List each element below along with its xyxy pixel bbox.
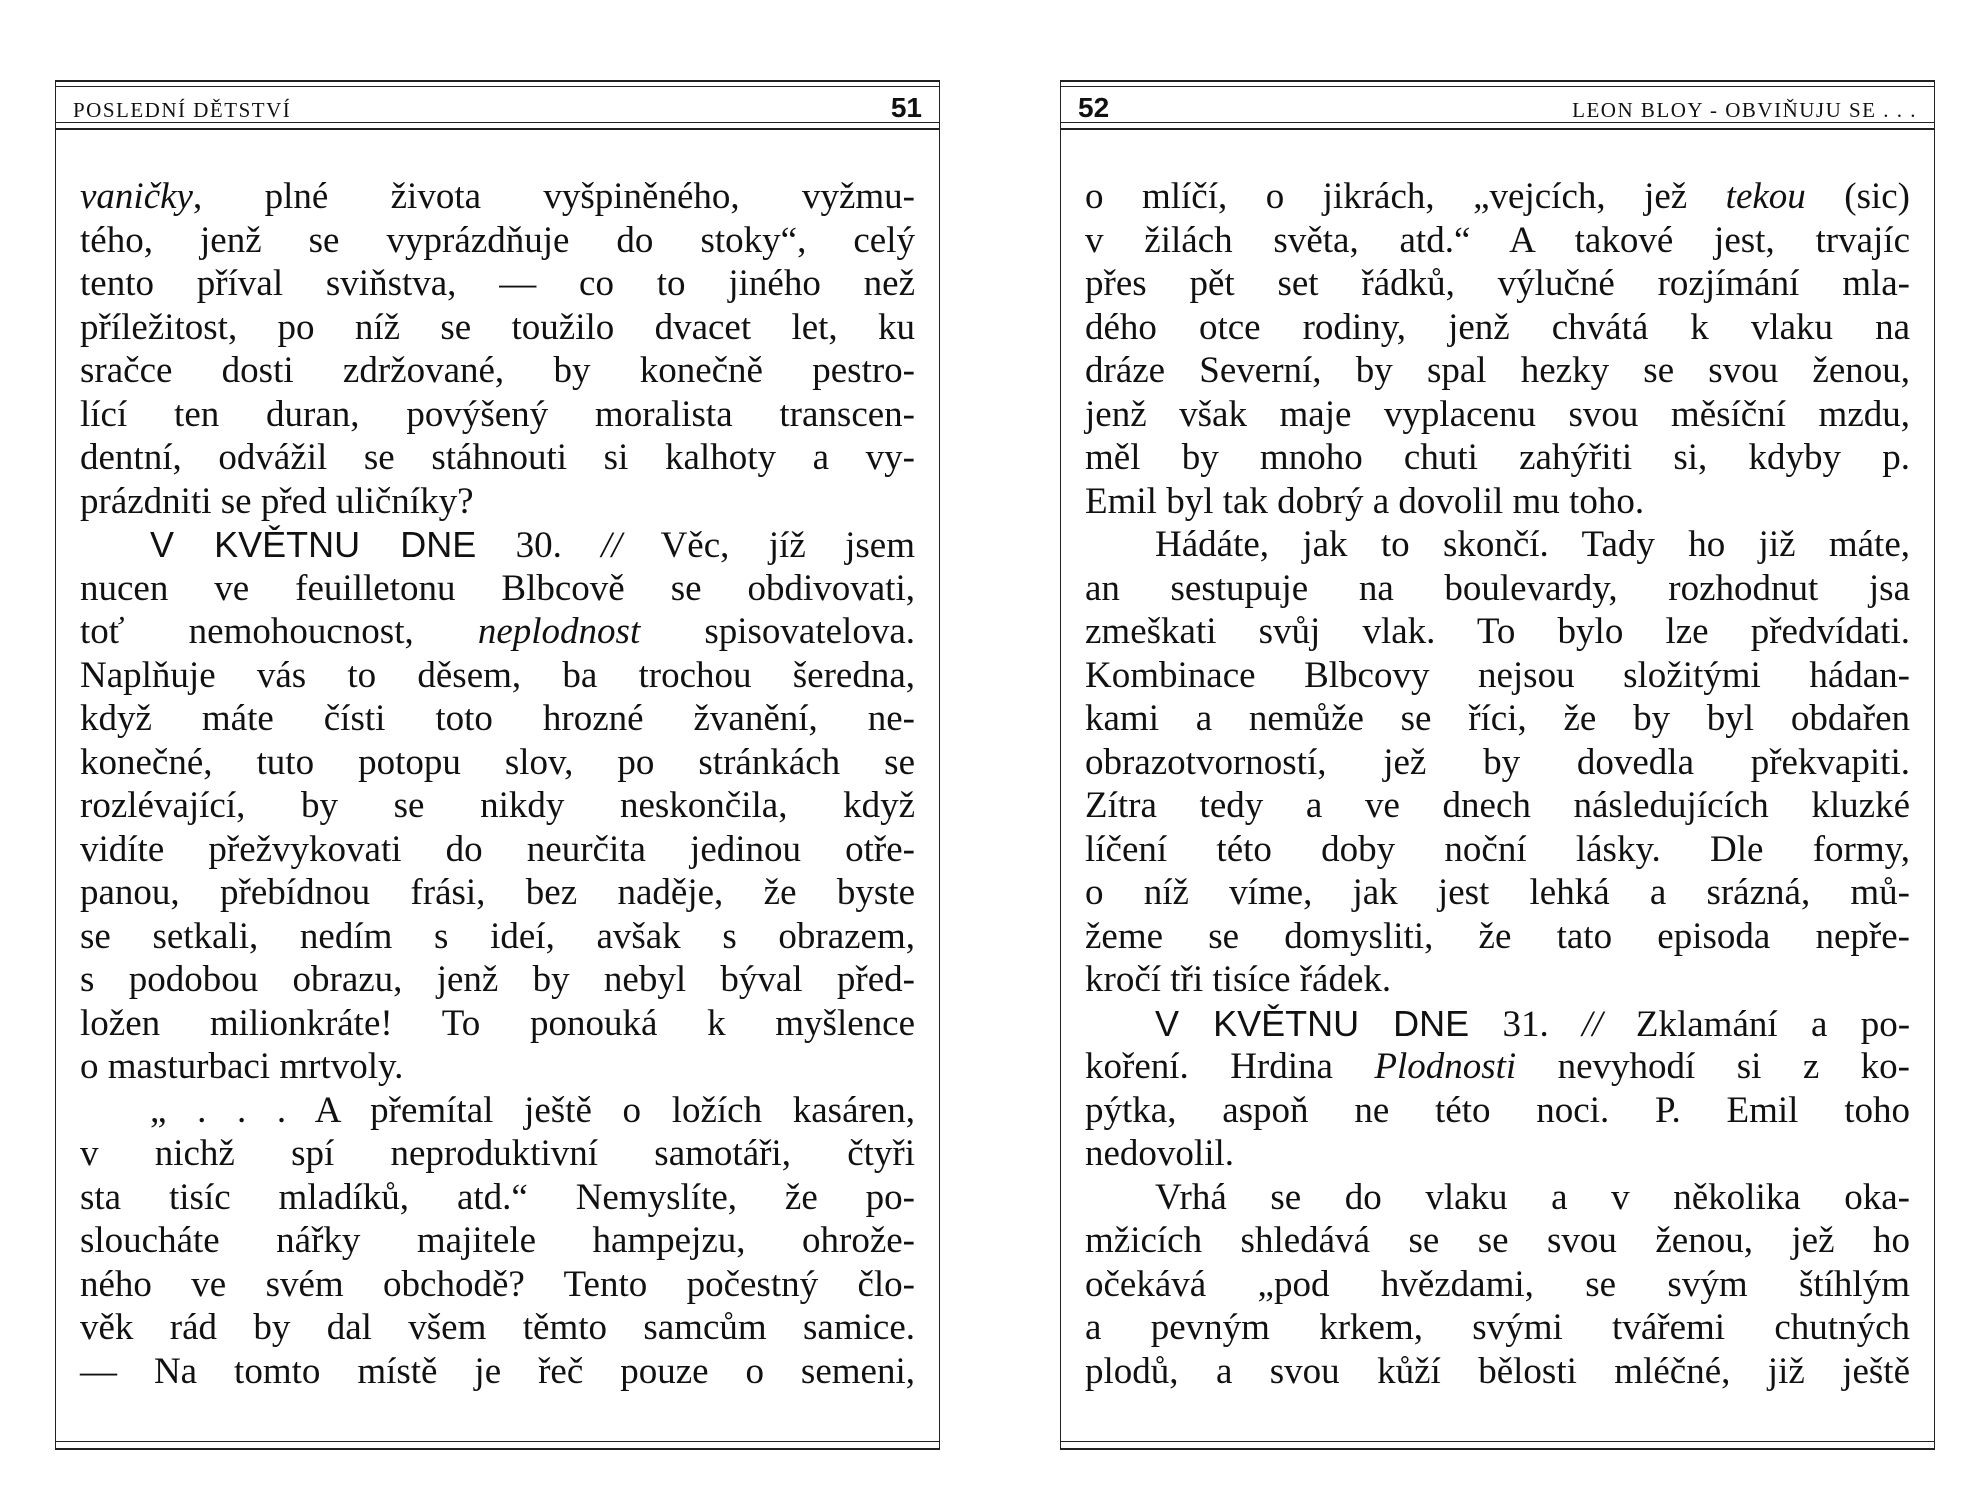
text-segment: očekává „pod hvězdami, se svým štíhlým: [1085, 1263, 1910, 1305]
running-head-title: POSLEDNÍ DĚTSTVÍ: [73, 98, 292, 122]
text-segment: prázdniti se před uličníky?: [80, 480, 474, 522]
text-line: [1085, 697, 1910, 741]
text-segment: Hádáte, jak to skončí. Tady ho již máte,: [1155, 524, 1910, 565]
text-line: [1085, 915, 1910, 959]
text-segment: dentní, odvážil se stáhnouti si kalhoty a vy-: [80, 437, 915, 478]
text-line: [80, 1132, 915, 1176]
header-rule: [1060, 122, 1935, 130]
text-line: [80, 523, 915, 567]
text-segment: sta tisíc mladíků, atd.“ Nemyslíte, že po-: [80, 1176, 915, 1218]
text-segment: měl by mnoho chuti zahýřiti si, kdyby p.: [1085, 437, 1910, 478]
text-segment: tento příval sviňstva, — co to jiného než: [80, 263, 915, 304]
text-segment: //: [1582, 1003, 1603, 1045]
text-segment: dráze Severní, by spal hezky se svou ženou,: [1085, 350, 1910, 391]
footer-rule: [1060, 1441, 1935, 1450]
text-line: [1085, 1176, 1910, 1220]
text-line: [1085, 567, 1910, 611]
text-line: [80, 567, 915, 611]
text-line: [1085, 262, 1910, 306]
text-line: [1085, 1002, 1910, 1046]
text-line: [80, 262, 915, 306]
text-line: [1085, 1219, 1910, 1263]
text-line: [80, 175, 915, 219]
text-segment: sračce dosti zdržované, by konečně pestro-: [80, 350, 915, 391]
page-number: 52: [1078, 92, 1110, 123]
text-segment: a pevným krkem, svými tvářemi chutných: [1085, 1307, 1910, 1348]
text-segment: o masturbaci mrtvoly.: [80, 1046, 404, 1087]
text-segment: s podobou obrazu, jenž by nebyl býval před-: [80, 959, 915, 1000]
page-number: 51: [890, 92, 922, 123]
text-line: [80, 1089, 915, 1133]
text-segment: jenž však maje vyplacenu svou měsíční mzdu,: [1085, 393, 1910, 435]
text-segment: obrazotvorností, jež by dovedla překvapiti.: [1085, 741, 1910, 783]
text-segment: //: [601, 525, 622, 566]
text-segment: kami a nemůže se říci, že by byl obdařen: [1085, 698, 1910, 739]
text-line: [1085, 1132, 1910, 1176]
text-line: [80, 915, 915, 959]
text-segment: konečné, tuto potopu slov, po stránkách se: [80, 741, 915, 783]
header-rule: [55, 122, 940, 130]
text-segment: lící ten duran, povýšený moralista transcen-: [80, 393, 915, 435]
text-line: [1085, 306, 1910, 350]
text-segment: toť nemohoucnost,: [80, 611, 478, 652]
top-rule: [1060, 80, 1935, 87]
text-line: [1085, 828, 1910, 872]
text-line: [80, 306, 915, 350]
text-segment: ložen milionkráte! To ponouká k myšlence: [80, 1002, 915, 1044]
text-segment: mžicích shledává se se svou ženou, jež ho: [1085, 1220, 1910, 1261]
text-line: [80, 1219, 915, 1263]
footer-rule: [55, 1441, 940, 1450]
body-text: [1085, 175, 1910, 1393]
frame-line: [939, 80, 940, 1450]
text-line: [80, 1306, 915, 1350]
text-line: [1085, 175, 1910, 219]
text-segment: Zklamání a po-: [1602, 1003, 1911, 1045]
running-header: [73, 92, 922, 122]
text-line: [1085, 741, 1910, 785]
text-segment: rozlévající, by se nikdy neskončila, když: [80, 785, 915, 826]
frame-line: [1060, 80, 1061, 1450]
text-line: [80, 697, 915, 741]
text-line: [1085, 1045, 1910, 1089]
text-segment: an sestupuje na boulevardy, rozhodnut jsa: [1085, 567, 1910, 609]
text-segment: příležitost, po níž se toužilo dvacet let, ku: [80, 306, 915, 348]
text-line: [80, 654, 915, 698]
text-line: [1085, 958, 1910, 1002]
text-line: [1085, 784, 1910, 828]
text-segment: nevyhodí si z ko-: [1516, 1046, 1910, 1087]
text-segment: Zítra tedy a ve dnech následujících kluzké: [1085, 785, 1910, 826]
text-line: [1085, 1350, 1910, 1394]
text-line: [80, 1350, 915, 1394]
text-segment: v žilách světa, atd.“ A takové jest, trvajíc: [1085, 219, 1910, 261]
text-line: [1085, 349, 1910, 393]
running-head-title: LEON BLOY - OBVIŇUJU SE . . .: [1572, 98, 1917, 122]
text-segment: 30.: [476, 525, 602, 566]
text-segment: nucen ve feuilletonu Blbcově se obdivovati,: [80, 567, 915, 609]
frame-line: [1934, 80, 1935, 1450]
text-segment: koření. Hrdina: [1085, 1046, 1375, 1087]
text-segment: nedovolil.: [1085, 1133, 1235, 1174]
text-segment: kročí tři tisíce řádek.: [1085, 959, 1392, 1000]
text-line: [1085, 436, 1910, 480]
text-segment: o níž víme, jak jest lehká a srázná, mů-: [1085, 872, 1910, 913]
text-segment: líčení této doby noční lásky. Dle formy,: [1085, 828, 1910, 870]
text-line: [80, 958, 915, 1002]
text-segment: se setkali, nedím s ideí, avšak s obrazem,: [80, 915, 915, 957]
text-line: [1085, 654, 1910, 698]
text-line: [80, 1002, 915, 1046]
text-line: [80, 741, 915, 785]
text-line: [1085, 1263, 1910, 1307]
text-segment: zmeškati svůj vlak. To bylo lze předvídati.: [1085, 611, 1910, 652]
text-line: [80, 828, 915, 872]
text-line: [80, 436, 915, 480]
top-rule: [55, 80, 940, 87]
text-segment: 31.: [1469, 1003, 1583, 1045]
text-segment: spisovatelova.: [640, 611, 915, 652]
text-segment: (sic): [1805, 176, 1911, 217]
text-segment: přes pět set řádků, výlučné rozjímání mla-: [1085, 263, 1910, 304]
right-page: [1060, 80, 1935, 1450]
text-line: [1085, 523, 1910, 567]
text-line: [80, 610, 915, 654]
text-line: [1085, 480, 1910, 524]
italic-text: Plodnosti: [1374, 1046, 1517, 1087]
text-line: [80, 1045, 915, 1089]
date-heading: V KVĚTNU DNE: [1155, 1002, 1470, 1044]
text-segment: panou, přebídnou frási, bez naděje, že byste: [80, 872, 915, 913]
text-segment: vidíte přežvykovati do neurčita jedinou otře-: [80, 828, 915, 870]
text-line: [80, 219, 915, 263]
text-line: [80, 349, 915, 393]
italic-text: tekou: [1725, 176, 1806, 217]
text-segment: Naplňuje vás to děsem, ba trochou šeredna,: [80, 654, 915, 696]
text-segment: tého, jenž se vyprázdňuje do stoky“, celý: [80, 219, 915, 261]
text-segment: sloucháte nářky majitele hampejzu, ohrože-: [80, 1220, 915, 1261]
text-line: [1085, 871, 1910, 915]
text-segment: ného ve svém obchodě? Tento počestný člo-: [80, 1263, 915, 1305]
text-line: [80, 784, 915, 828]
text-segment: Věc, jíž jsem: [621, 525, 915, 566]
text-segment: „ . . . A přemítal ještě o ložích kasáren,: [150, 1089, 915, 1131]
text-segment: Vrhá se do vlaku a v několika oka-: [1155, 1176, 1910, 1218]
text-line: [1085, 1306, 1910, 1350]
text-line: [1085, 1089, 1910, 1133]
date-heading: V KVĚTNU DNE: [150, 524, 477, 565]
text-line: [80, 871, 915, 915]
running-header: [1078, 92, 1917, 122]
text-segment: , plné života vyšpiněného, vyžmu-: [192, 176, 915, 217]
text-segment: Kombinace Blbcovy nejsou složitými hádan-: [1085, 654, 1910, 696]
italic-text: vaničky: [80, 176, 193, 217]
text-segment: Emil byl tak dobrý a dovolil mu toho.: [1085, 480, 1645, 522]
frame-line: [55, 80, 56, 1450]
text-segment: pýtka, aspoň ne této noci. P. Emil toho: [1085, 1089, 1910, 1131]
text-segment: v nichž spí neproduktivní samotáři, čtyři: [80, 1133, 915, 1174]
text-segment: když máte čísti toto hrozné žvanění, ne-: [80, 698, 915, 739]
italic-text: neplodnost: [477, 611, 641, 652]
text-segment: dého otce rodiny, jenž chvátá k vlaku na: [1085, 306, 1910, 348]
text-segment: — Na tomto místě je řeč pouze o semeni,: [80, 1350, 915, 1392]
text-line: [1085, 393, 1910, 437]
text-segment: plodů, a svou kůží bělosti mléčné, již ještě: [1085, 1350, 1910, 1392]
text-segment: věk rád by dal všem těmto samcům samice.: [80, 1307, 915, 1348]
text-line: [80, 1176, 915, 1220]
text-line: [80, 393, 915, 437]
text-line: [80, 480, 915, 524]
text-segment: o mlíčí, o jikrách, „vejcích, jež: [1085, 176, 1726, 217]
text-line: [1085, 219, 1910, 263]
text-line: [80, 1263, 915, 1307]
body-text: [80, 175, 915, 1393]
text-segment: žeme se domysliti, že tato episoda nepře-: [1085, 915, 1910, 957]
text-line: [1085, 610, 1910, 654]
left-page: [55, 80, 940, 1450]
